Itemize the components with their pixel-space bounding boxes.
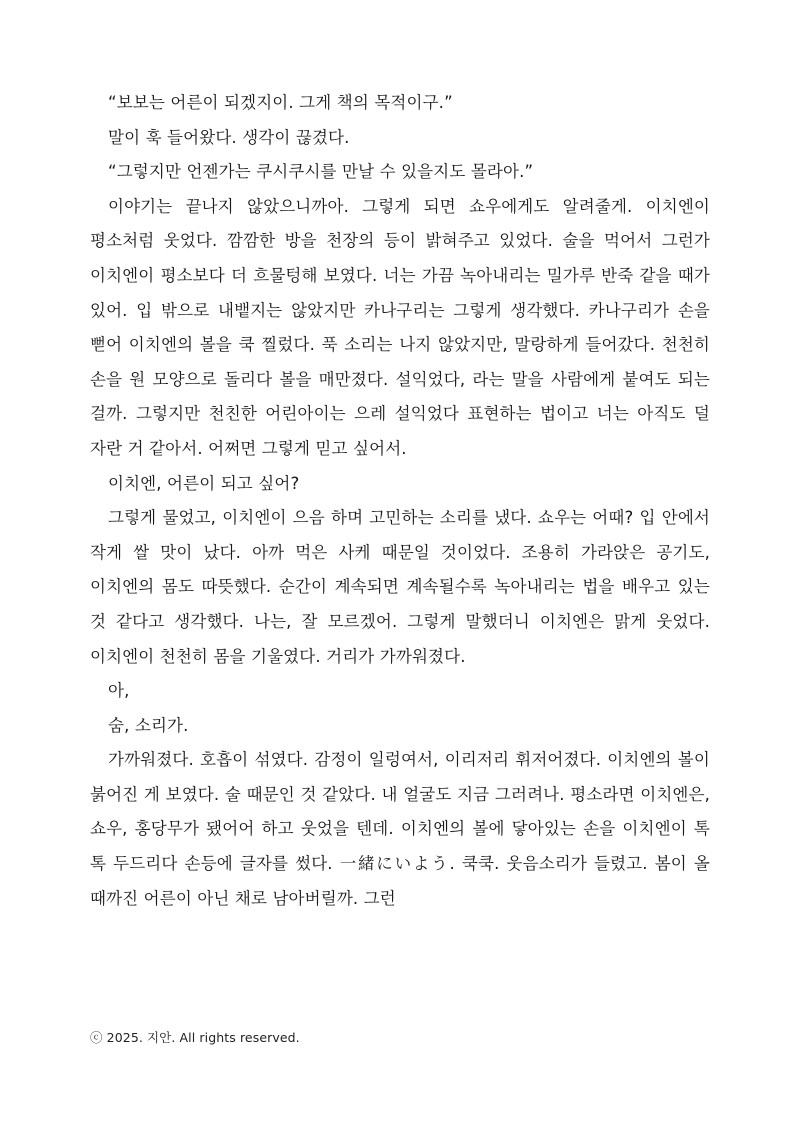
paragraph-5: 이치엔, 어른이 되고 싶어? [108,473,300,493]
paragraph-1: “보보는 어른이 되겠지이. 그게 책의 목적이구.” [108,93,453,112]
paragraph-6: 그렇게 물었고, 이치엔이 으음 하며 고민하는 소리를 냈다. 쇼우는 어때? 입 안에서 작게 쌀 맛이 났다. 아까 먹은 사케 때문일 것이었다. 조용히 가라앉은 공기도, 이치엔의 몸도 따뜻했다. 순간이 계속되면 계속될수록 녹아내리는 법을 배우고 있는 것 같다고 생각했다. 나는, 잘 모르겠어. 그렇게 말했더니 이치엔은 맑게 웃었다. 이치엔이 천천히 몸을 기울였다. 거리가 가까워졌다. [90,508,710,666]
paragraph-4: 이야기는 끝나지 않았으니까아. 그렇게 되면 쇼우에게도 알려줄게. 이치엔이 평소처럼 웃었다. 깜깜한 방을 천장의 등이 밝혀주고 있었다. 술을 먹어서 그런가 이치엔이 평소보다 더 흐물텅해 보였다. 너는 가끔 녹아내리는 밀가루 반죽 같을 때가 있어. 입 밖으로 내뱉지는 않았지만 카나구리는 그렇게 생각했다. 카나구리가 손을 뻗어 이치엔의 볼을 쿡 찔렀다. 푹 소리는 나지 않았지만, 말랑하게 들어갔다. 천천히 손을 원 모양으로 돌리다 볼을 매만졌다. 설익었다, 라는 말을 사람에게 붙여도 되는 걸까. 그렇지만 천친한 어린아이는 으레 설익었다 표현하는 법이고 너는 아직도 덜 자란 거 같아서. 어쩌면 그렇게 믿고 싶어서. [90,196,710,458]
copyright-footer: ⓒ 2025. 지안. All rights reserved. [90,1030,300,1045]
paragraph-9: 가까워졌다. 호흡이 섞였다. 감정이 일렁여서, 이리저리 휘저어졌다. 이치엔의 볼이 붉어진 게 보였다. 술 때문인 것 같았다. 내 얼굴도 지금 그러려나. 평소라면 이치엔은, 쇼우, 홍당무가 됐어어 하고 웃었을 텐데. 이치엔의 볼에 닿아있는 손을 이치엔이 톡 톡 두드리다 손등에 글자를 썼다. 一緒にいよう. 쿡쿡. 웃음소리가 들렸고. 봄이 올 때까진 어른이 아닌 채로 남아버릴까. 그런 [90,750,710,908]
story-text [90,86,710,916]
paragraph-8: 숨, 소리가. [108,715,189,735]
paragraph-2: 말이 훅 들어왔다. 생각이 끊겼다. [108,127,350,147]
paragraph-3: “그렇지만 언젠가는 쿠시쿠시를 만날 수 있을지도 몰라아.” [108,162,534,182]
paragraph-7: 아, [108,681,130,701]
